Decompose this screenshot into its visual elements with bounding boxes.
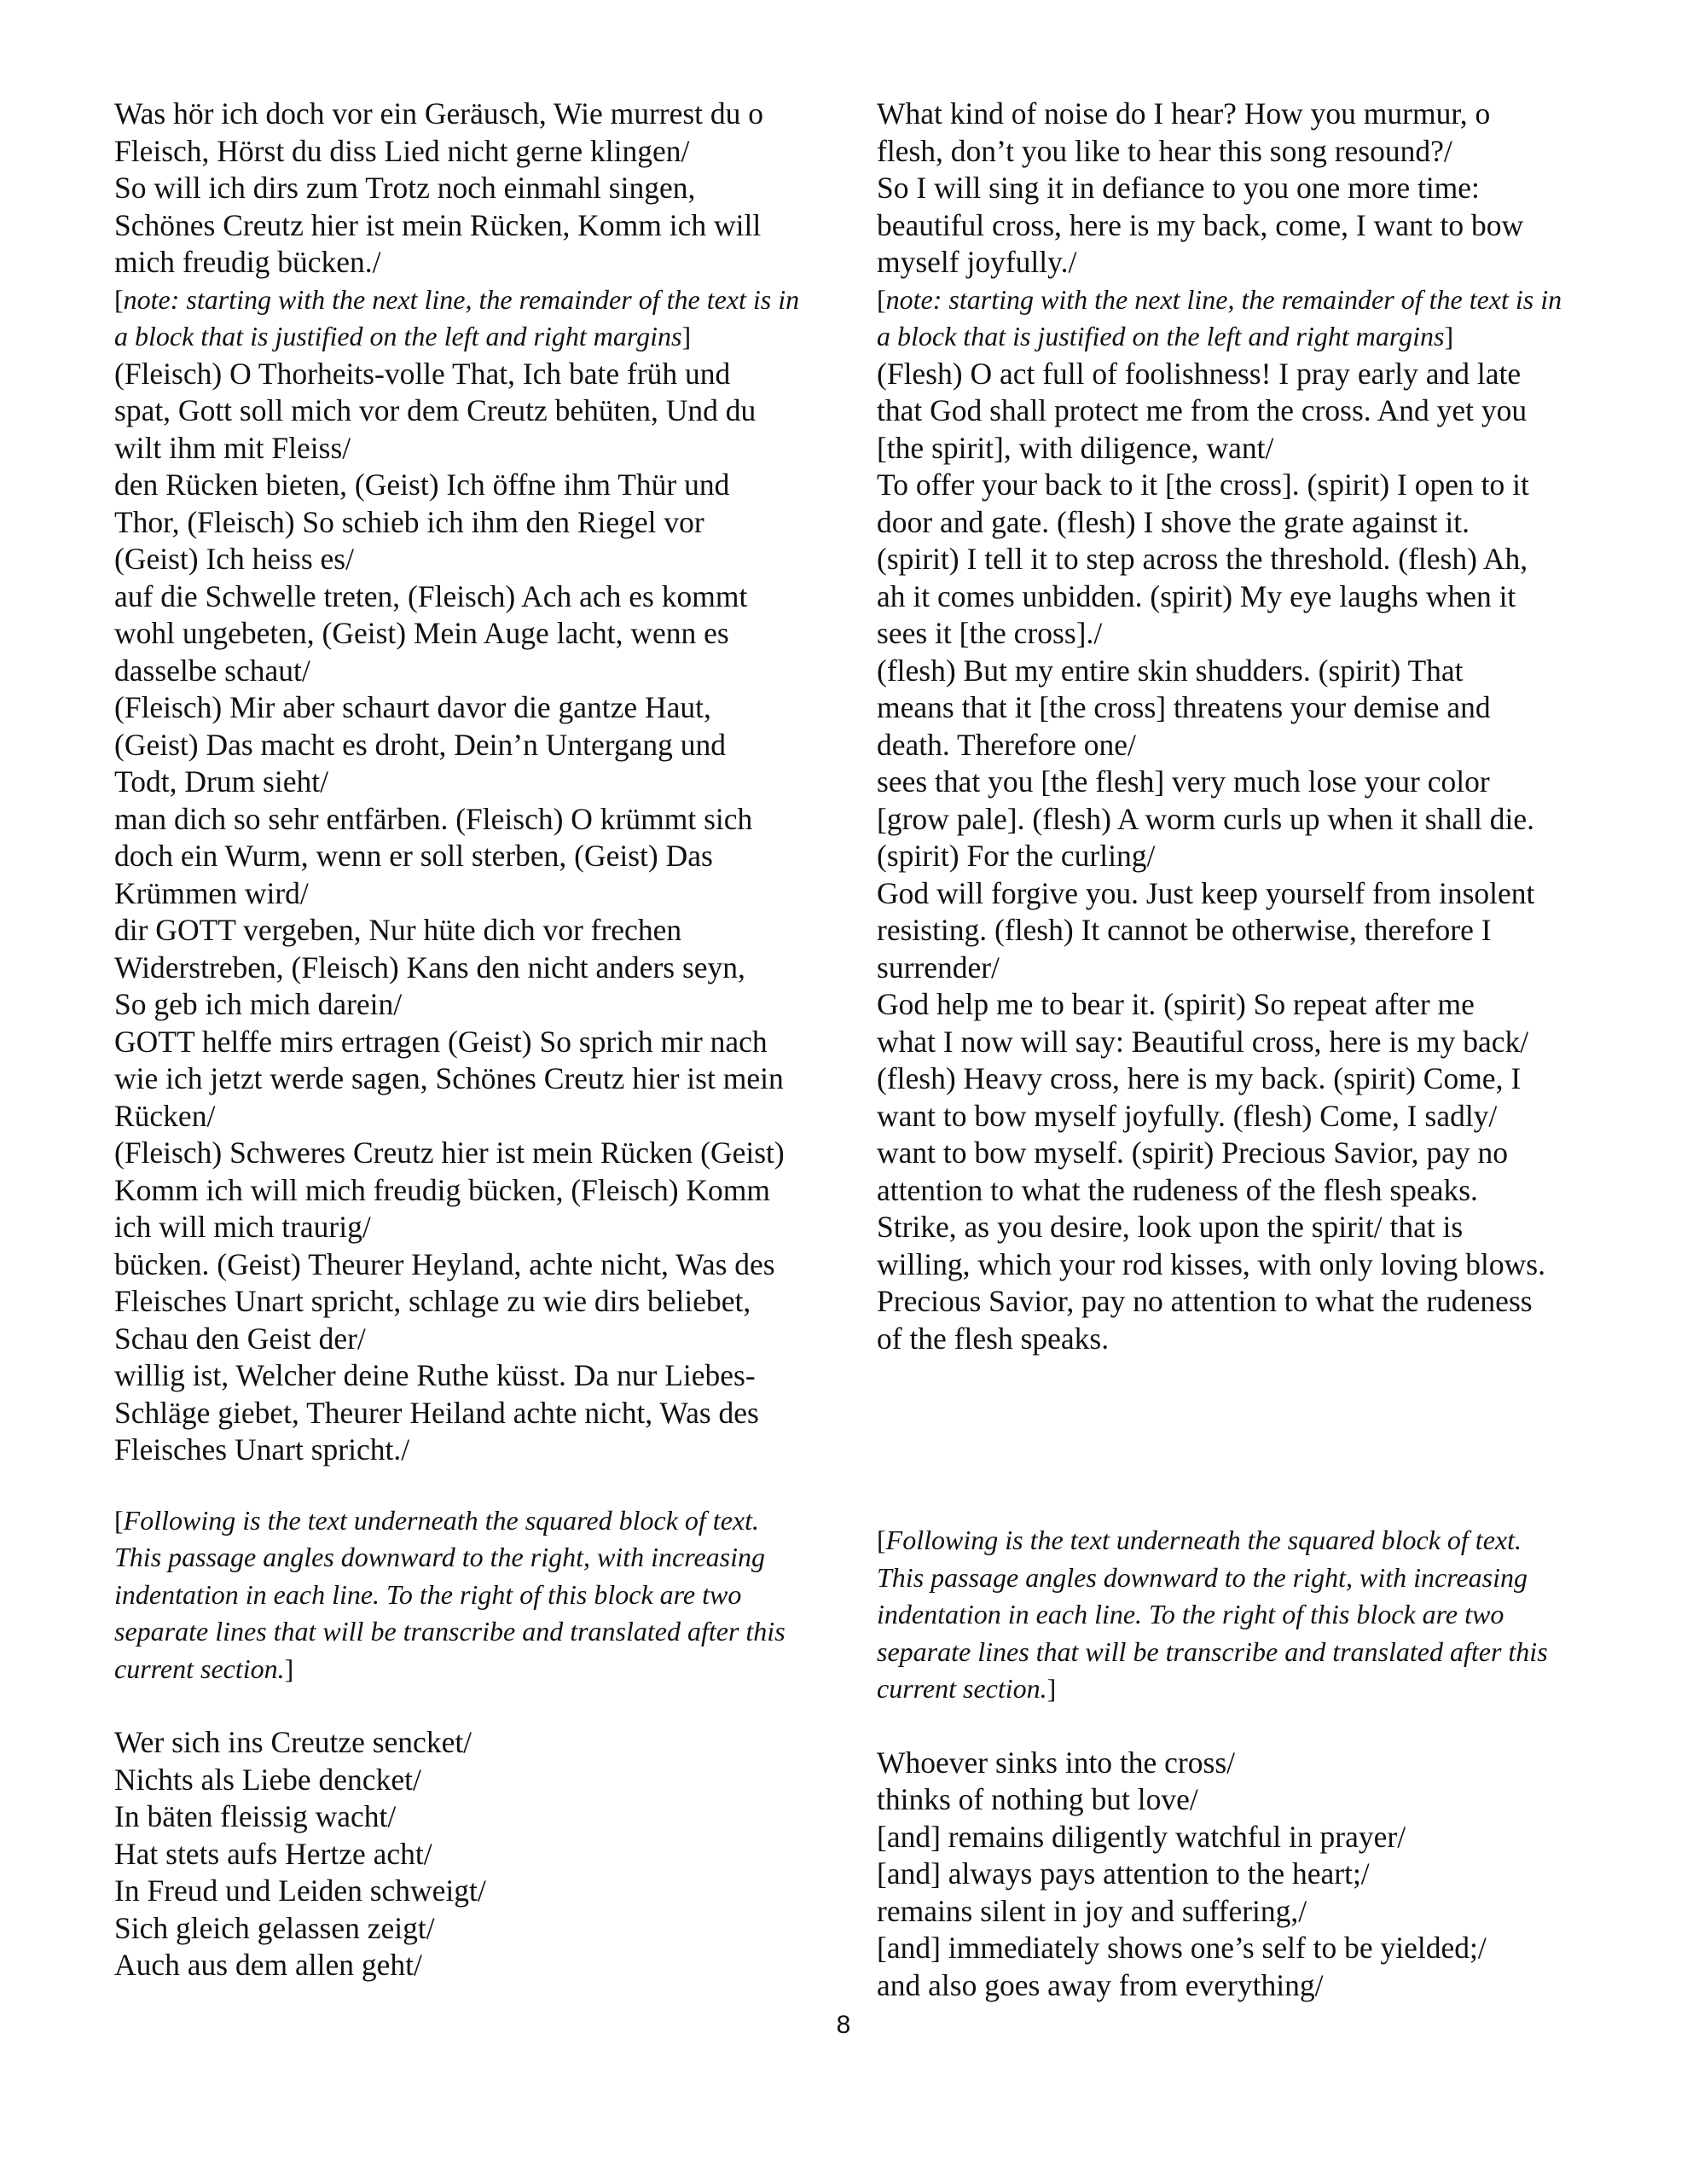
page-number: 8: [836, 2011, 851, 2039]
german-column: [114, 96, 855, 1984]
german-note-1-text: note: starting with the next line, the remainder of the text is in a block that is justified on the left and right margins: [114, 283, 800, 351]
english-editorial-note-1: [note: starting with the next line, the remainder of the text is in a block that is justified on the left and right margins]: [877, 283, 1562, 351]
english-opening-verse: What kind of noise do I hear? How you murmur, o flesh, don’t you like to hear this song resound?/ So I will sing it in defiance to you one more time: beautiful cross, here is my back, come, I want to bow myself joyfully./: [877, 96, 1524, 279]
german-angled-verse: Wer sich ins Creutze sencket/ Nichts als Liebe dencket/ In bäten fleissig wacht/ Hat stets aufs Hertze acht/ In Freud und Leiden schweigt/ Sich gleich gelassen zeigt/ Auch aus dem allen geht/: [114, 1725, 486, 1982]
german-dialogue-block: (Fleisch) O Thorheits-volle That, Ich bate früh und spat, Gott soll mich vor dem Creutz behüten, Und du wilt ihm mit Fleiss/ den Rücken bieten, (Geist) Ich öffne ihm Thür und Thor, (Fleisch) So schieb ich ihm den Riegel vor (Geist) Ich heiss es/ auf die Schwelle treten, (Fleisch) Ach ach es kommt wohl ungebeten, (Geist) Mein Auge lacht, wenn es dasselbe schaut/ (Fleisch) Mir aber schaurt davor die gantze Haut, (Geist) Das macht es droht, Dein’n Untergang und Todt, Drum sieht/ man dich so sehr entfärben. (Fleisch) O krümmt sich doch ein Wurm, wenn er soll sterben, (Geist) Das Krümmen wird/ dir GOTT vergeben, Nur hüte dich vor frechen Widerstreben, (Fleisch) Kans den nicht anders seyn, So geb ich mich darein/ GOTT helffe mirs ertragen (Geist) So sprich mir nach wie ich jetzt werde sagen, Schönes Creutz hier ist mein Rücken/ (Fleisch) Schweres Creutz hier ist mein Rücken (Geist) Komm ich will mich freudig bücken, (Fleisch) Komm ich will mich traurig/ bücken. (Geist) Theurer Heyland, achte nicht, Was des Fleisches Unart spricht, schlage zu wie dirs beliebet, Schau den Geist der/ willig ist, Welcher deine Ruthe küsst. Da nur Liebes- Schläge giebet, Theurer Heiland achte nicht, Was des Fleisches Unart spricht./: [114, 356, 785, 1467]
english-note-1-text: note: starting with the next line, the remainder of the text is in a block that is justified on the left and right margins: [877, 283, 1562, 351]
english-note-2-text: Following is the text underneath the squared block of text. This passage angles downward to the right, with increasing indentation in each line. To the right of this block are two separate lines that will be transcribe and translated after this current section.: [877, 1525, 1548, 1704]
english-lower-column: [877, 1522, 1585, 2004]
german-editorial-note-1: [note: starting with the next line, the remainder of the text is in a block that is justified on the left and right margins]: [114, 283, 800, 351]
spacer: [114, 1687, 855, 1724]
spacer: [877, 1708, 1585, 1745]
english-column: [877, 96, 1585, 1357]
english-dialogue-block: (Flesh) O act full of foolishness! I pray early and late that God shall protect me from the cross. And yet you [the spirit], with diligence, want/ To offer your back to it [the cross]. (spirit) I open to it door and gate. (flesh) I shove the grate against it. (spirit) I tell it to step across the threshold. (flesh) Ah, ah it comes unbidden. (spirit) My eye laughs when it sees it [the cross]./ (flesh) But my entire skin shudders. (spirit) That means that it [the cross] threatens your demise and death. Therefore one/ sees that you [the flesh] very much lose your color [grow pale]. (flesh) A worm curls up when it shall die. (spirit) For the curling/ God will forgive you. Just keep yourself from insolent resisting. (flesh) It cannot be otherwise, therefore I surrender/ God help me to bear it. (spirit) So repeat after me what I now will say: Beautiful cross, here is my back/ (flesh) Heavy cross, here is my back. (spirit) Come, I want to bow myself joyfully. (flesh) Come, I sadly/ want to bow myself. (spirit) Precious Savior, pay no attention to what the rudeness of the flesh speaks. Strike, as you desire, look upon the spirit/ that is willing, which your rod kisses, with only loving blows. Precious Savior, pay no attention to what the rudeness of the flesh speaks.: [877, 356, 1545, 1356]
spacer: [114, 1469, 855, 1502]
german-note-2-text: Following is the text underneath the squared block of text. This passage angles downward to the right, with increasing indentation in each line. To the right of this block are two separate lines that will be transcribe and translated after this current section.: [114, 1504, 786, 1684]
english-editorial-note-2: [Following is the text underneath the squared block of text. This passage angles downward to the right, with increasing indentation in each line. To the right of this block are two separate lines that will be transcribe and translated after this current section.]: [877, 1525, 1548, 1704]
german-editorial-note-2: [Following is the text underneath the squared block of text. This passage angles downward to the right, with increasing indentation in each line. To the right of this block are two separate lines that will be transcribe and translated after this current section.]: [114, 1504, 786, 1684]
german-opening-verse: Was hör ich doch vor ein Geräusch, Wie murrest du o Fleisch, Hörst du diss Lied nicht gerne klingen/ So will ich dirs zum Trotz noch einmahl singen, Schönes Creutz hier ist mein Rücken, Komm ich will mich freudig bücken./: [114, 96, 764, 279]
english-angled-verse: Whoever sinks into the cross/ thinks of nothing but love/ [and] remains diligently watchful in prayer/ [and] always pays attention to the heart;/ remains silent in joy and suffering,/ [and] immediately shows one’s self to be yielded;/ and also goes away from everything/: [877, 1745, 1487, 2002]
